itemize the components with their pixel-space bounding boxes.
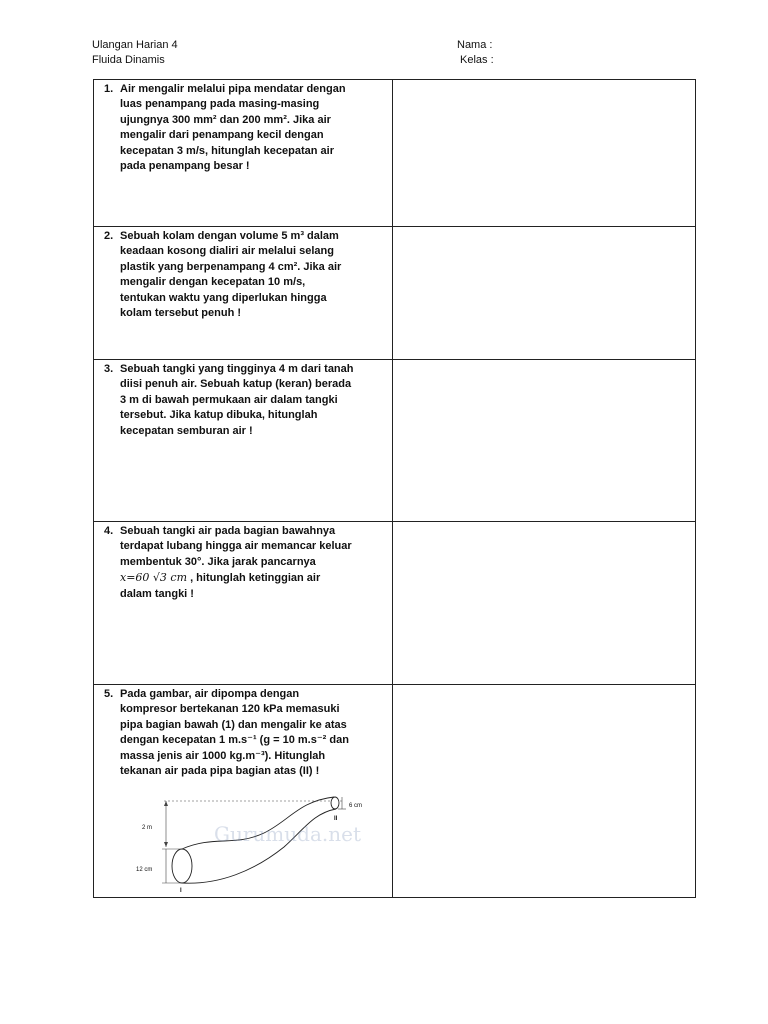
question-line: kompresor bertekanan 120 kPa memasuki xyxy=(120,703,340,716)
question-line: pipa bagian bawah (1) dan mengalir ke atas xyxy=(120,718,347,731)
question-text xyxy=(120,687,384,779)
answer-cell-4[interactable] xyxy=(393,522,696,685)
bottom-diameter-label: 12 cm xyxy=(136,867,153,874)
question-line: Pada gambar, air dipompa dengan xyxy=(120,688,300,700)
question-cell-5 xyxy=(94,685,393,898)
answer-cell-3[interactable] xyxy=(393,360,696,522)
question-line: kecepatan semburan air ! xyxy=(120,424,253,437)
arrow-down-icon xyxy=(164,842,168,847)
height-label: 2 m xyxy=(142,825,153,832)
answer-cell-5[interactable] xyxy=(393,685,696,898)
test-title: Ulangan Harian 4 xyxy=(92,39,178,51)
question-line: massa jenis air 1000 kg.m⁻³). Hitunglah xyxy=(120,749,326,762)
question-line: mengalir dari penampang kecil dengan xyxy=(120,129,324,142)
question-cell-2 xyxy=(94,227,393,360)
question-table xyxy=(93,79,696,898)
question-line: dalam tangki ! xyxy=(120,587,194,600)
question-number: 4. xyxy=(104,525,114,537)
question-number: 5. xyxy=(104,688,114,700)
question-line: tersebut. Jika katup dibuka, hitunglah xyxy=(120,409,318,422)
question-number: 1. xyxy=(104,83,114,95)
question-line: diisi penuh air. Sebuah katup (keran) berada xyxy=(120,378,352,391)
question-line: plastik yang berpenampang 4 cm². Jika air xyxy=(120,260,342,273)
question-row-5 xyxy=(94,685,696,898)
question-line: kolam tersebut penuh ! xyxy=(120,307,242,320)
top-diameter-label: 6 cm xyxy=(349,803,363,810)
question-row-1 xyxy=(94,80,696,227)
answer-cell-2[interactable] xyxy=(393,227,696,360)
question-line: kecepatan 3 m/s, hitunglah kecepatan air xyxy=(120,144,334,157)
pipe-lower-edge xyxy=(182,809,336,883)
formula-line xyxy=(120,570,384,586)
question-cell-1 xyxy=(94,80,393,227)
question-line: luas penampang pada masing-masing xyxy=(120,98,320,111)
question-line: tekanan air pada pipa bagian atas (II) ! xyxy=(120,765,320,778)
class-label: Kelas : xyxy=(460,54,494,66)
question-text xyxy=(120,229,384,321)
question-line: tentukan waktu yang diperlukan hingga xyxy=(120,291,327,304)
question-line: 3 m di bawah permukaan air dalam tangki xyxy=(120,393,338,406)
pipe-figure xyxy=(124,785,384,895)
question-line: dengan kecepatan 1 m.s⁻¹ (g = 10 m.s⁻² dan xyxy=(120,734,349,747)
question-line: Sebuah kolam dengan volume 5 m³ dalam xyxy=(120,230,339,242)
question-line: Sebuah tangki air pada bagian bawahnya xyxy=(120,525,336,537)
bottom-pipe-opening xyxy=(172,849,192,883)
question-number: 2. xyxy=(104,230,114,242)
question-line: Sebuah tangki yang tingginya 4 m dari tanah xyxy=(120,363,354,375)
name-label: Nama : xyxy=(457,39,493,51)
question-text xyxy=(120,82,384,174)
question-row-3 xyxy=(94,360,696,522)
question-line: Air mengalir melalui pipa mendatar dengan xyxy=(120,83,346,95)
question-line: pada penampang besar ! xyxy=(120,160,250,173)
formula-suffix: , hitunglah ketinggian air xyxy=(187,572,321,585)
question-text xyxy=(120,524,384,602)
arrow-up-icon xyxy=(164,801,168,806)
question-cell-3 xyxy=(94,360,393,522)
question-line: terdapat lubang hingga air memancar keluar xyxy=(120,540,352,553)
watermark-text: Gurumuda.net xyxy=(214,822,361,847)
question-row-2 xyxy=(94,227,696,360)
bottom-pipe-label: I xyxy=(180,888,182,895)
question-number: 3. xyxy=(104,363,114,375)
question-line: mengalir dengan kecepatan 10 m/s, xyxy=(120,276,306,289)
top-pipe-opening xyxy=(331,797,339,809)
question-row-4 xyxy=(94,522,696,685)
question-cell-4 xyxy=(94,522,393,685)
question-line: ujungnya 300 mm² dan 200 mm². Jika air xyxy=(120,113,331,126)
top-pipe-label: II xyxy=(334,816,338,823)
question-text xyxy=(120,362,384,439)
question-line: membentuk 30°. Jika jarak pancarnya xyxy=(120,555,316,568)
question-line: keadaan kosong dialiri air melalui selang xyxy=(120,245,334,258)
answer-cell-1[interactable] xyxy=(393,80,696,227)
distance-formula: x=60 √3 cm xyxy=(120,571,188,585)
topic-title: Fluida Dinamis xyxy=(92,54,165,66)
